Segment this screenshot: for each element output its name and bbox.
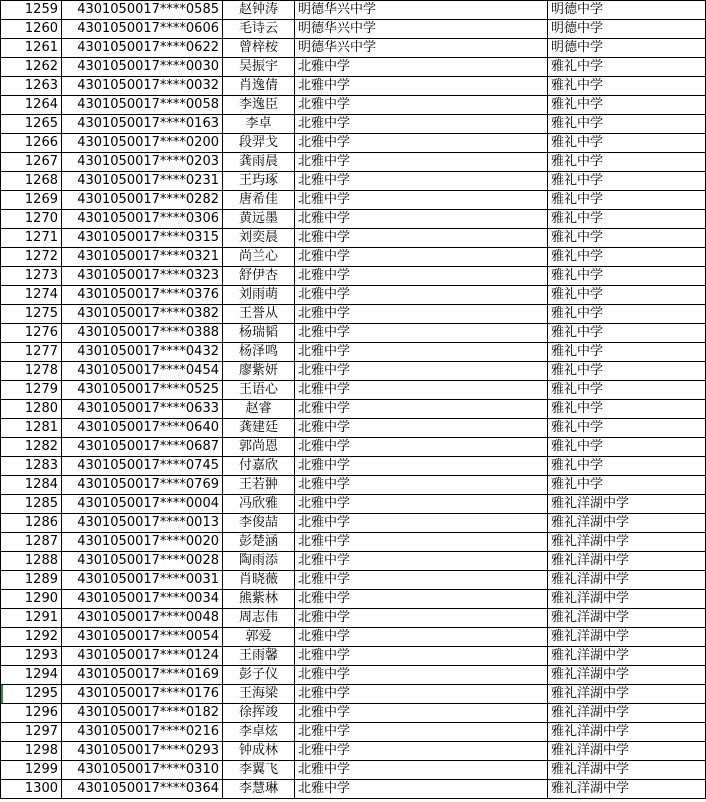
id-number-cell: 4301050017****0454 <box>62 362 223 381</box>
student-name-cell: 陶雨添 <box>223 552 295 571</box>
row-number-cell: 1273 <box>1 267 62 286</box>
table-row <box>1 419 706 438</box>
table-row <box>1 1 706 20</box>
row-number-cell: 1259 <box>1 1 62 20</box>
admitted-school-cell: 雅礼中学 <box>548 58 706 77</box>
row-number-cell: 1289 <box>1 571 62 590</box>
origin-school-cell: 北雅中学 <box>295 704 548 723</box>
table-row <box>1 533 706 552</box>
student-name-cell: 尚兰心 <box>223 248 295 267</box>
row-number-cell: 1296 <box>1 704 62 723</box>
student-name-cell: 王雨馨 <box>223 647 295 666</box>
origin-school-cell: 北雅中学 <box>295 495 548 514</box>
id-number-cell: 4301050017****0585 <box>62 1 223 20</box>
student-name-cell: 毛诗云 <box>223 20 295 39</box>
table-row <box>1 514 706 533</box>
admitted-school-cell: 雅礼洋湖中学 <box>548 571 706 590</box>
admitted-school-cell: 雅礼洋湖中学 <box>548 609 706 628</box>
id-number-cell: 4301050017****0030 <box>62 58 223 77</box>
id-number-cell: 4301050017****0687 <box>62 438 223 457</box>
id-number-cell: 4301050017****0633 <box>62 400 223 419</box>
row-number-cell: 1268 <box>1 172 62 191</box>
id-number-cell: 4301050017****0004 <box>62 495 223 514</box>
id-number-cell: 4301050017****0028 <box>62 552 223 571</box>
origin-school-cell: 北雅中学 <box>295 742 548 761</box>
admitted-school-cell: 雅礼中学 <box>548 476 706 495</box>
table-row <box>1 571 706 590</box>
admitted-school-cell: 雅礼洋湖中学 <box>548 761 706 780</box>
row-number-cell: 1292 <box>1 628 62 647</box>
origin-school-cell: 明德华兴中学 <box>295 1 548 20</box>
row-number-cell: 1285 <box>1 495 62 514</box>
admitted-school-cell: 雅礼中学 <box>548 191 706 210</box>
id-number-cell: 4301050017****0640 <box>62 419 223 438</box>
table-row <box>1 20 706 39</box>
row-number-cell: 1265 <box>1 115 62 134</box>
origin-school-cell: 北雅中学 <box>295 343 548 362</box>
student-name-cell: 刘奕晨 <box>223 229 295 248</box>
student-name-cell: 王若翀 <box>223 476 295 495</box>
row-number-cell: 1288 <box>1 552 62 571</box>
row-number-cell: 1275 <box>1 305 62 324</box>
id-number-cell: 4301050017****0020 <box>62 533 223 552</box>
id-number-cell: 4301050017****0376 <box>62 286 223 305</box>
origin-school-cell: 北雅中学 <box>295 400 548 419</box>
row-number-cell: 1266 <box>1 134 62 153</box>
student-name-cell: 曾梓桉 <box>223 39 295 58</box>
student-name-cell: 肖逸倩 <box>223 77 295 96</box>
row-number-cell: 1261 <box>1 39 62 58</box>
admitted-school-cell: 雅礼洋湖中学 <box>548 590 706 609</box>
origin-school-cell: 北雅中学 <box>295 153 548 172</box>
origin-school-cell: 北雅中学 <box>295 780 548 799</box>
admitted-school-cell: 雅礼中学 <box>548 115 706 134</box>
admitted-school-cell: 雅礼中学 <box>548 419 706 438</box>
table-row <box>1 343 706 362</box>
student-name-cell: 刘雨萌 <box>223 286 295 305</box>
table-row <box>1 590 706 609</box>
id-number-cell: 4301050017****0182 <box>62 704 223 723</box>
admitted-school-cell: 雅礼洋湖中学 <box>548 628 706 647</box>
admitted-school-cell: 雅礼中学 <box>548 362 706 381</box>
admitted-school-cell: 雅礼洋湖中学 <box>548 742 706 761</box>
id-number-cell: 4301050017****0315 <box>62 229 223 248</box>
id-number-cell: 4301050017****0282 <box>62 191 223 210</box>
admitted-school-cell: 雅礼洋湖中学 <box>548 723 706 742</box>
table-row <box>1 780 706 799</box>
id-number-cell: 4301050017****0606 <box>62 20 223 39</box>
id-number-cell: 4301050017****0032 <box>62 77 223 96</box>
table-row <box>1 191 706 210</box>
id-number-cell: 4301050017****0231 <box>62 172 223 191</box>
origin-school-cell: 明德华兴中学 <box>295 39 548 58</box>
table-row <box>1 704 706 723</box>
id-number-cell: 4301050017****0306 <box>62 210 223 229</box>
table-row <box>1 153 706 172</box>
table-row <box>1 134 706 153</box>
row-number-cell: 1262 <box>1 58 62 77</box>
row-number-cell: 1293 <box>1 647 62 666</box>
student-name-cell: 彭楚涵 <box>223 533 295 552</box>
origin-school-cell: 北雅中学 <box>295 571 548 590</box>
origin-school-cell: 北雅中学 <box>295 628 548 647</box>
admitted-school-cell: 雅礼中学 <box>548 305 706 324</box>
admitted-school-cell: 雅礼洋湖中学 <box>548 514 706 533</box>
row-number-cell: 1283 <box>1 457 62 476</box>
row-number-cell: 1300 <box>1 780 62 799</box>
admitted-school-cell: 雅礼中学 <box>548 267 706 286</box>
origin-school-cell: 北雅中学 <box>295 267 548 286</box>
id-number-cell: 4301050017****0432 <box>62 343 223 362</box>
origin-school-cell: 北雅中学 <box>295 514 548 533</box>
origin-school-cell: 北雅中学 <box>295 77 548 96</box>
origin-school-cell: 明德华兴中学 <box>295 20 548 39</box>
table-row <box>1 400 706 419</box>
table-row <box>1 761 706 780</box>
origin-school-cell: 北雅中学 <box>295 685 548 704</box>
row-number-cell: 1281 <box>1 419 62 438</box>
id-number-cell: 4301050017****0048 <box>62 609 223 628</box>
origin-school-cell: 北雅中学 <box>295 58 548 77</box>
origin-school-cell: 北雅中学 <box>295 457 548 476</box>
origin-school-cell: 北雅中学 <box>295 666 548 685</box>
admitted-school-cell: 雅礼中学 <box>548 153 706 172</box>
table-row <box>1 666 706 685</box>
origin-school-cell: 北雅中学 <box>295 381 548 400</box>
table-row <box>1 742 706 761</box>
table-row <box>1 685 706 704</box>
id-number-cell: 4301050017****0216 <box>62 723 223 742</box>
student-name-cell: 李卓 <box>223 115 295 134</box>
origin-school-cell: 北雅中学 <box>295 761 548 780</box>
row-number-cell: 1269 <box>1 191 62 210</box>
origin-school-cell: 北雅中学 <box>295 552 548 571</box>
student-name-cell: 李卓炫 <box>223 723 295 742</box>
student-name-cell: 郭爱 <box>223 628 295 647</box>
table-row <box>1 77 706 96</box>
admitted-school-cell: 雅礼洋湖中学 <box>548 666 706 685</box>
row-number-cell: 1290 <box>1 590 62 609</box>
row-number-cell: 1270 <box>1 210 62 229</box>
row-number-cell: 1267 <box>1 153 62 172</box>
origin-school-cell: 北雅中学 <box>295 115 548 134</box>
admitted-school-cell: 雅礼中学 <box>548 324 706 343</box>
row-number-cell: 1260 <box>1 20 62 39</box>
row-number-cell: 1263 <box>1 77 62 96</box>
id-number-cell: 4301050017****0388 <box>62 324 223 343</box>
table-row <box>1 286 706 305</box>
id-number-cell: 4301050017****0034 <box>62 590 223 609</box>
admitted-school-cell: 雅礼中学 <box>548 96 706 115</box>
table-row <box>1 324 706 343</box>
admitted-school-cell: 明德中学 <box>548 20 706 39</box>
student-name-cell: 唐希佳 <box>223 191 295 210</box>
table-row <box>1 229 706 248</box>
origin-school-cell: 北雅中学 <box>295 286 548 305</box>
admitted-school-cell: 雅礼中学 <box>548 400 706 419</box>
row-number-cell: 1279 <box>1 381 62 400</box>
student-name-cell: 王海梁 <box>223 685 295 704</box>
table-row <box>1 438 706 457</box>
admitted-school-cell: 雅礼中学 <box>548 172 706 191</box>
student-name-cell: 李翼飞 <box>223 761 295 780</box>
row-number-cell: 1271 <box>1 229 62 248</box>
origin-school-cell: 北雅中学 <box>295 590 548 609</box>
admitted-school-cell: 雅礼洋湖中学 <box>548 780 706 799</box>
admitted-school-cell: 雅礼洋湖中学 <box>548 495 706 514</box>
table-row <box>1 628 706 647</box>
row-number-cell: 1274 <box>1 286 62 305</box>
origin-school-cell: 北雅中学 <box>295 172 548 191</box>
table-row <box>1 58 706 77</box>
student-name-cell: 郭尚恩 <box>223 438 295 457</box>
student-name-cell: 徐挥竣 <box>223 704 295 723</box>
admitted-school-cell: 雅礼中学 <box>548 248 706 267</box>
row-number-cell: 1295 <box>1 685 62 704</box>
table-row <box>1 305 706 324</box>
table-row <box>1 210 706 229</box>
id-number-cell: 4301050017****0323 <box>62 267 223 286</box>
id-number-cell: 4301050017****0176 <box>62 685 223 704</box>
row-number-cell: 1294 <box>1 666 62 685</box>
id-number-cell: 4301050017****0321 <box>62 248 223 267</box>
row-number-cell: 1287 <box>1 533 62 552</box>
admitted-school-cell: 雅礼洋湖中学 <box>548 552 706 571</box>
row-number-cell: 1280 <box>1 400 62 419</box>
admitted-school-cell: 明德中学 <box>548 1 706 20</box>
admitted-school-cell: 雅礼洋湖中学 <box>548 647 706 666</box>
id-number-cell: 4301050017****0203 <box>62 153 223 172</box>
student-name-cell: 肖晓薇 <box>223 571 295 590</box>
id-number-cell: 4301050017****0169 <box>62 666 223 685</box>
student-name-cell: 李慧琳 <box>223 780 295 799</box>
admitted-school-cell: 雅礼中学 <box>548 438 706 457</box>
admitted-school-cell: 雅礼中学 <box>548 381 706 400</box>
table-row <box>1 609 706 628</box>
origin-school-cell: 北雅中学 <box>295 191 548 210</box>
student-name-cell: 赵钟涛 <box>223 1 295 20</box>
row-number-cell: 1291 <box>1 609 62 628</box>
row-number-cell: 1297 <box>1 723 62 742</box>
id-number-cell: 4301050017****0163 <box>62 115 223 134</box>
id-number-cell: 4301050017****0525 <box>62 381 223 400</box>
id-number-cell: 4301050017****0013 <box>62 514 223 533</box>
admitted-school-cell: 明德中学 <box>548 39 706 58</box>
student-name-cell: 王誉从 <box>223 305 295 324</box>
student-name-cell: 熊紫林 <box>223 590 295 609</box>
table-row <box>1 457 706 476</box>
student-name-cell: 钟成林 <box>223 742 295 761</box>
student-name-cell: 黄远墨 <box>223 210 295 229</box>
student-name-cell: 廖紫妍 <box>223 362 295 381</box>
table-row <box>1 248 706 267</box>
admitted-school-cell: 雅礼中学 <box>548 134 706 153</box>
row-number-cell: 1286 <box>1 514 62 533</box>
row-number-cell: 1284 <box>1 476 62 495</box>
student-name-cell: 龚雨晨 <box>223 153 295 172</box>
student-name-cell: 付嘉欣 <box>223 457 295 476</box>
id-number-cell: 4301050017****0382 <box>62 305 223 324</box>
student-name-cell: 李俊喆 <box>223 514 295 533</box>
table-row <box>1 381 706 400</box>
origin-school-cell: 北雅中学 <box>295 609 548 628</box>
student-name-cell: 杨泽鸣 <box>223 343 295 362</box>
row-number-cell: 1298 <box>1 742 62 761</box>
student-name-cell: 赵睿 <box>223 400 295 419</box>
row-number-cell: 1282 <box>1 438 62 457</box>
student-name-cell: 周志伟 <box>223 609 295 628</box>
row-number-cell: 1278 <box>1 362 62 381</box>
origin-school-cell: 北雅中学 <box>295 210 548 229</box>
origin-school-cell: 北雅中学 <box>295 419 548 438</box>
origin-school-cell: 北雅中学 <box>295 362 548 381</box>
table-row <box>1 495 706 514</box>
table-row <box>1 96 706 115</box>
table-row <box>1 362 706 381</box>
admitted-school-cell: 雅礼中学 <box>548 286 706 305</box>
row-number-cell: 1276 <box>1 324 62 343</box>
id-number-cell: 4301050017****0200 <box>62 134 223 153</box>
row-number-cell: 1299 <box>1 761 62 780</box>
origin-school-cell: 北雅中学 <box>295 248 548 267</box>
origin-school-cell: 北雅中学 <box>295 96 548 115</box>
admitted-school-cell: 雅礼中学 <box>548 229 706 248</box>
admitted-school-cell: 雅礼洋湖中学 <box>548 533 706 552</box>
id-number-cell: 4301050017****0622 <box>62 39 223 58</box>
table-row <box>1 552 706 571</box>
admitted-school-cell: 雅礼中学 <box>548 343 706 362</box>
student-name-cell: 吴振宇 <box>223 58 295 77</box>
origin-school-cell: 北雅中学 <box>295 647 548 666</box>
admitted-school-cell: 雅礼中学 <box>548 210 706 229</box>
id-number-cell: 4301050017****0054 <box>62 628 223 647</box>
id-number-cell: 4301050017****0769 <box>62 476 223 495</box>
student-name-cell: 彭子仪 <box>223 666 295 685</box>
id-number-cell: 4301050017****0293 <box>62 742 223 761</box>
admitted-school-cell: 雅礼中学 <box>548 77 706 96</box>
row-number-cell: 1264 <box>1 96 62 115</box>
table-row <box>1 115 706 134</box>
student-name-cell: 杨瑞韬 <box>223 324 295 343</box>
id-number-cell: 4301050017****0364 <box>62 780 223 799</box>
student-name-cell: 舒伊杏 <box>223 267 295 286</box>
origin-school-cell: 北雅中学 <box>295 476 548 495</box>
row-number-cell: 1277 <box>1 343 62 362</box>
origin-school-cell: 北雅中学 <box>295 324 548 343</box>
id-number-cell: 4301050017****0745 <box>62 457 223 476</box>
origin-school-cell: 北雅中学 <box>295 438 548 457</box>
admitted-school-cell: 雅礼洋湖中学 <box>548 685 706 704</box>
student-name-cell: 冯欣雅 <box>223 495 295 514</box>
table-row <box>1 172 706 191</box>
table-row <box>1 723 706 742</box>
table-body <box>1 1 706 799</box>
student-name-cell: 段羿戈 <box>223 134 295 153</box>
origin-school-cell: 北雅中学 <box>295 229 548 248</box>
table-row <box>1 476 706 495</box>
row-number-cell: 1272 <box>1 248 62 267</box>
origin-school-cell: 北雅中学 <box>295 723 548 742</box>
id-number-cell: 4301050017****0031 <box>62 571 223 590</box>
student-name-cell: 龚建廷 <box>223 419 295 438</box>
id-number-cell: 4301050017****0124 <box>62 647 223 666</box>
table-row <box>1 647 706 666</box>
admitted-school-cell: 雅礼洋湖中学 <box>548 704 706 723</box>
origin-school-cell: 北雅中学 <box>295 305 548 324</box>
student-name-cell: 李逸臣 <box>223 96 295 115</box>
origin-school-cell: 北雅中学 <box>295 134 548 153</box>
origin-school-cell: 北雅中学 <box>295 533 548 552</box>
id-number-cell: 4301050017****0058 <box>62 96 223 115</box>
student-name-cell: 王语心 <box>223 381 295 400</box>
student-name-cell: 王玙琢 <box>223 172 295 191</box>
admitted-school-cell: 雅礼中学 <box>548 457 706 476</box>
table-row <box>1 267 706 286</box>
id-number-cell: 4301050017****0310 <box>62 761 223 780</box>
table-row <box>1 39 706 58</box>
